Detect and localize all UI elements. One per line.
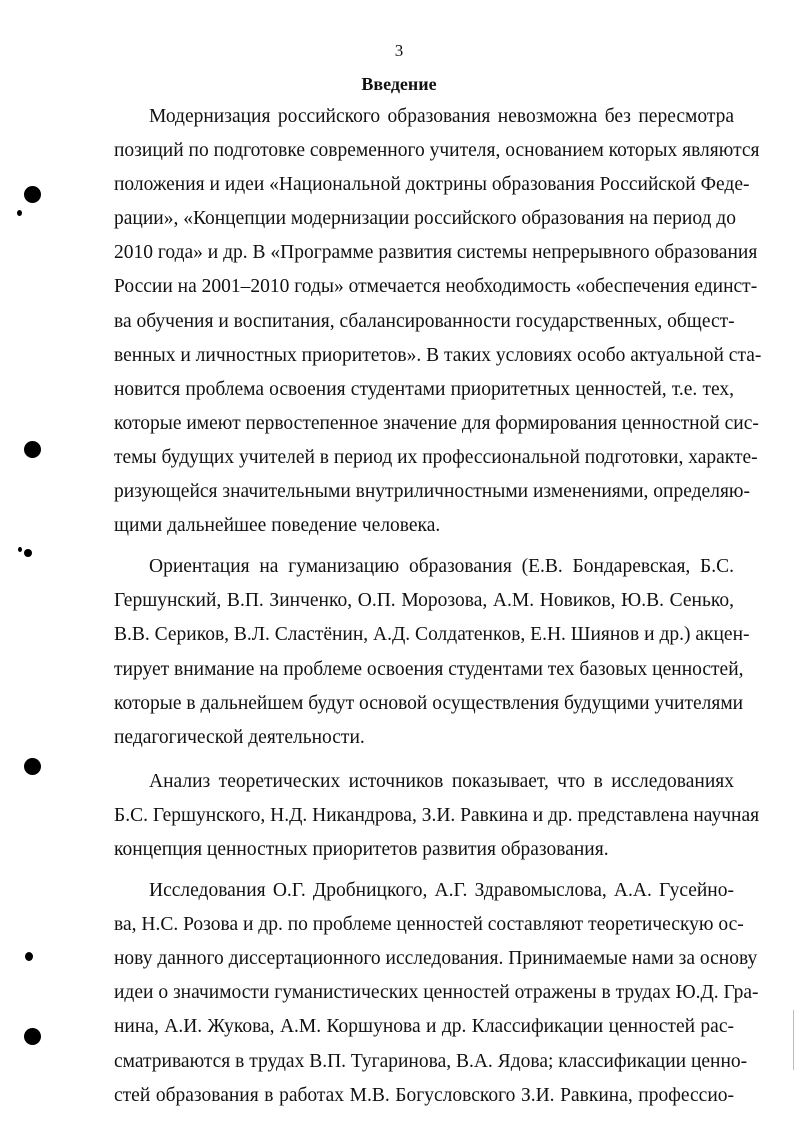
text-line: позиций по подготовке современного учителя, основанием которых являются [114,140,760,162]
text-line: России на 2001–2010 годы» отмечается необходимость «обеспечения единст- [114,276,758,298]
text-line: педагогической деятельности. [114,726,365,748]
text-line: идеи о значимости гуманистических ценностей отражены в трудах Ю.Д. Гра- [114,982,759,1004]
text-line: концепция ценностных приоритетов развития образования. [114,838,609,860]
paragraph-2 [114,550,750,755]
text-line: нову данного диссертационного исследования. Принимаемые нами за основу [114,948,758,970]
text-line: венных и личностных приоритетов». В таких условиях особо актуальной ста- [114,344,762,366]
text-line: щими дальнейшее поведение человека. [114,515,441,537]
text-line: рации», «Концепции модернизации российского образования на период до [114,208,736,230]
paragraph-4 [114,874,759,1113]
punch-hole-mark [24,1028,41,1045]
paragraph-1 [114,100,762,543]
punch-hole-mark [24,186,41,203]
text-line: ризующейся значительными внутриличностными изменениями, определяю- [114,481,750,503]
text-line: нина, А.И. Жукова, А.М. Коршунова и др. Классификации ценностей рас- [114,1016,734,1038]
text-line: темы будущих учителей в период их профессиональной подготовки, характе- [114,446,758,468]
document-body [114,100,762,1113]
text-line: Анализ теоретических источников показывает, что в исследованиях [149,770,734,792]
scan-edge-mark [793,1010,794,1070]
text-line: новится проблема освоения студентами приоритетных ценностей, т.е. тех, [114,378,734,400]
text-line: Исследования О.Г. Дробницкого, А.Г. Здравомыслова, А.А. Гусейно- [149,880,734,902]
text-line: В.В. Сериков, В.Л. Сластёнин, А.Д. Солдатенков, Е.Н. Шиянов и др.) акцен- [114,624,750,646]
text-line: положения и идеи «Национальной доктрины образования Российской Феде- [114,174,750,196]
text-line: Ориентация на гуманизацию образования (Е.В. Бондаревская, Б.С. [149,556,734,578]
punch-hole-mark [24,549,32,557]
punch-hole-mark [24,758,41,775]
text-line: сматриваются в трудах В.П. Тугаринова, В.А. Ядова; классификации ценно- [114,1050,748,1072]
text-line: стей образования в работах М.В. Богусловского З.И. Равкина, профессио- [114,1084,734,1106]
punch-hole-mark [18,547,22,552]
text-line: Б.С. Гершунского, Н.Д. Никандрова, З.И. Равкина и др. представлена научная [114,804,760,826]
punch-hole-mark [25,952,33,961]
text-line: которые имеют первостепенное значение для формирования ценностной сис- [114,412,759,434]
page-title: Введение [361,74,437,94]
text-line: 2010 года» и др. В «Программе развития системы непрерывного образования [114,242,758,264]
punch-hole-mark [24,441,41,458]
page-number: 3 [394,41,404,60]
text-line: ва обучения и воспитания, сбалансированности государственных, общест- [114,310,735,332]
text-line: которые в дальнейшем будут основой осуществления будущими учителями [114,692,744,714]
text-line: Гершунский, В.П. Зинченко, О.П. Морозова, А.М. Новиков, Ю.В. Сенько, [114,590,734,612]
text-line: Модернизация российского образования невозможна без пересмотра [149,106,734,127]
paragraph-3 [114,765,760,867]
text-line: ва, Н.С. Розова и др. по проблеме ценностей составляют теоретическую ос- [114,914,744,936]
text-line: тирует внимание на проблеме освоения студентами тех базовых ценностей, [114,658,744,680]
punch-hole-mark [17,210,22,216]
